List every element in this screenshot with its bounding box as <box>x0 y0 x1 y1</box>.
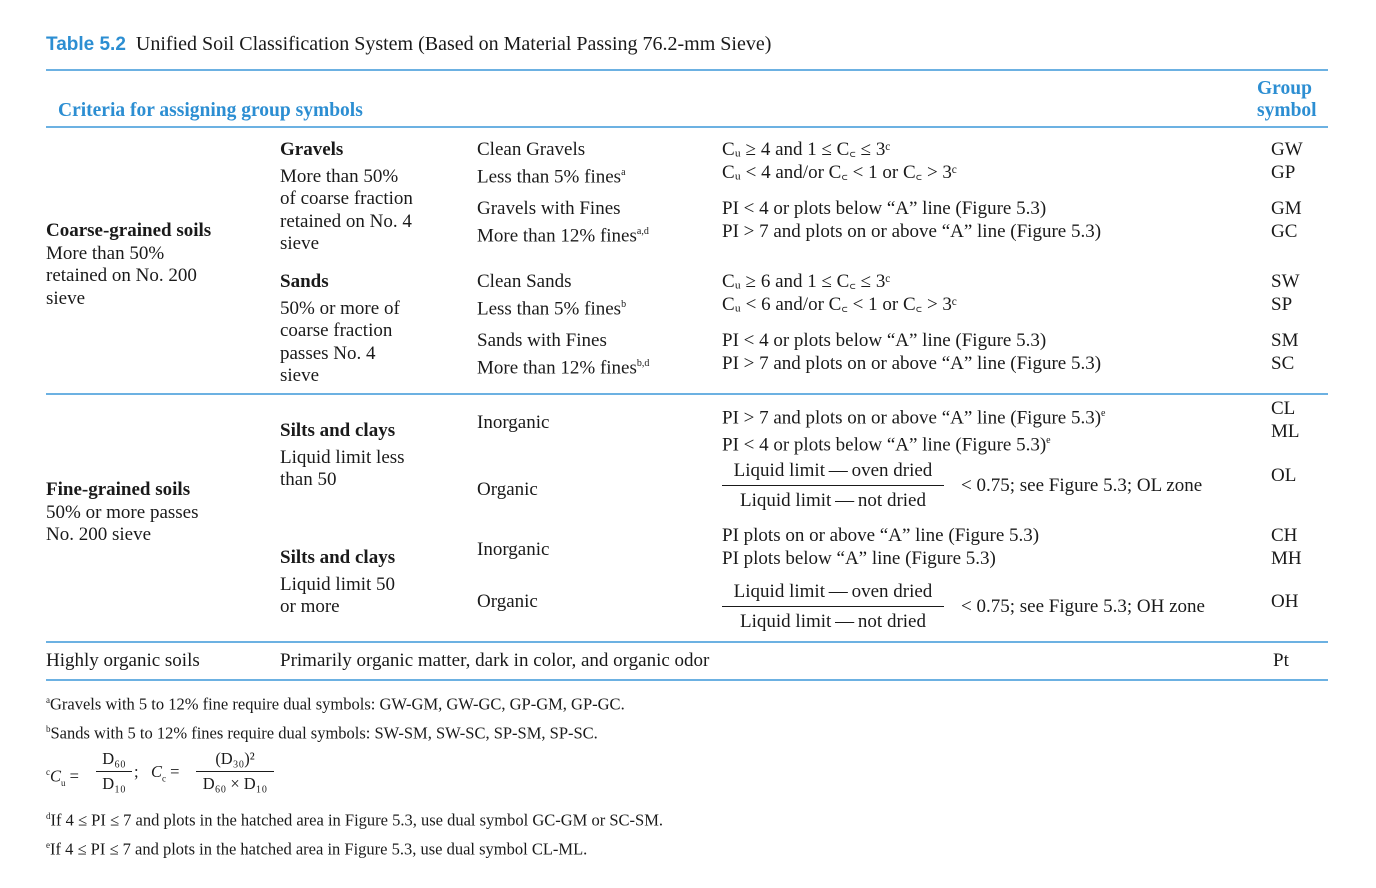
high-inorganic-criteria: PI plots on or above “A” line (Figure 5.3) PI plots below “A” line (Figure 5.3) <box>722 525 1040 569</box>
low-inorganic-symbols: CL ML <box>1271 398 1300 442</box>
coarse-grained-label: Coarse-grained soils More than 50% retained on No. 200 sieve <box>46 220 212 309</box>
high-inorganic-symbols: CH MH <box>1271 525 1302 569</box>
footnote-b: $^b$Sands with 5 to 12% fines require dual symbols: SW-SM, SW-SC, SP-SM, SP-SC. <box>46 723 598 743</box>
gravels-symbols-clean: GW GP <box>1271 139 1303 183</box>
gravels-criteria-clean: Cᵤ ≥ 4 and 1 ≤ C꜀ ≤ 3ᶜ Cᵤ < 4 and/or C꜀ < 1 or C꜀ > 3ᶜ <box>722 139 957 183</box>
silts-clays-low-label: Silts and clays Liquid limit less than 50 <box>280 420 405 490</box>
low-organic-criteria: < 0.75; see Figure 5.3; OL zone <box>961 475 1203 496</box>
header-rule <box>46 126 1328 128</box>
footnote-c-cu-frac: D₆₀ D₁₀ <box>96 749 132 794</box>
high-organic: Organic <box>477 591 538 612</box>
low-inorganic-criteria: PI > 7 and plots on or above “A” line (Figure 5.3)$^e$ PI < 4 or plots below “A” line (Figure 5.3)$^e$ <box>722 407 1106 456</box>
footnote-c-cu-lhs: $^cC_u$ = <box>46 766 79 788</box>
high-organic-criteria: < 0.75; see Figure 5.3; OH zone <box>961 596 1205 617</box>
gravels-symbols-fines: GM GC <box>1271 198 1302 242</box>
highly-organic-desc: Primarily organic matter, dark in color, and organic odor <box>280 650 710 671</box>
high-organic-symbol: OH <box>1271 591 1299 612</box>
silts-clays-high-label: Silts and clays Liquid limit 50 or more <box>280 547 396 617</box>
sands-label: Sands 50% or more of coarse fraction passes No. 4 sieve <box>280 271 400 386</box>
footnote-d: $^d$If 4 ≤ PI ≤ 7 and plots in the hatched area in Figure 5.3, use dual symbol GC-GM or SC-SM. <box>46 810 663 830</box>
group-symbol-header: Group symbol <box>1257 78 1317 121</box>
footnote-e: $^e$If 4 ≤ PI ≤ 7 and plots in the hatched area in Figure 5.3, use dual symbol CL-ML. <box>46 839 588 859</box>
coarse-bottom-rule <box>46 393 1328 395</box>
gravels-criteria-fines: PI < 4 or plots below “A” line (Figure 5.3) PI > 7 and plots on or above “A” line (Figure 5.3) <box>722 198 1102 242</box>
sands-symbols-fines: SM SC <box>1271 330 1299 374</box>
high-inorganic: Inorganic <box>477 539 550 560</box>
gravels-with-fines: Gravels with Fines More than 12% fines$^{a,d}$ <box>477 198 649 246</box>
low-inorganic: Inorganic <box>477 412 550 433</box>
highly-organic-label: Highly organic soils <box>46 650 200 671</box>
table-title: Unified Soil Classification System (Based on Material Passing 76.2-mm Sieve) <box>135 33 772 55</box>
clean-gravels: Clean Gravels Less than 5% fines$^a$ <box>477 139 626 187</box>
sands-criteria-clean: Cᵤ ≥ 6 and 1 ≤ C꜀ ≤ 3ᶜ Cᵤ < 6 and/or C꜀ < 1 or C꜀ > 3ᶜ <box>722 271 957 315</box>
table-caption <box>46 33 771 56</box>
sands-with-fines: Sands with Fines More than 12% fines$^{b,d}$ <box>477 330 650 378</box>
table-label: Table 5.2 <box>46 34 126 55</box>
highly-organic-symbol: Pt <box>1273 650 1289 671</box>
high-organic-fraction: Liquid limit — oven dried Liquid limit — not dried <box>722 581 944 633</box>
low-organic: Organic <box>477 479 538 500</box>
fine-bottom-rule <box>46 641 1328 643</box>
table-bottom-rule <box>46 679 1328 681</box>
sands-symbols-clean: SW SP <box>1271 271 1300 315</box>
footnote-a: $^a$Gravels with 5 to 12% fine require dual symbols: GW-GM, GW-GC, GP-GM, GP-GC. <box>46 694 625 714</box>
top-rule <box>46 69 1328 71</box>
criteria-header: Criteria for assigning group symbols <box>58 100 363 121</box>
gravels-label: Gravels More than 50% of coarse fraction retained on No. 4 sieve <box>280 139 413 254</box>
fine-grained-label: Fine-grained soils 50% or more passes No. 200 sieve <box>46 479 199 545</box>
footnote-c-cc-frac: (D₃₀)² D₆₀ × D₁₀ <box>196 749 274 794</box>
low-organic-symbol: OL <box>1271 465 1297 486</box>
footnote-c-sep: ; $C_c$ = <box>134 762 180 784</box>
clean-sands: Clean Sands Less than 5% fines$^b$ <box>477 271 627 319</box>
low-organic-fraction: Liquid limit — oven dried Liquid limit — not dried <box>722 460 944 512</box>
sands-criteria-fines: PI < 4 or plots below “A” line (Figure 5.3) PI > 7 and plots on or above “A” line (Figure 5.3) <box>722 330 1102 374</box>
